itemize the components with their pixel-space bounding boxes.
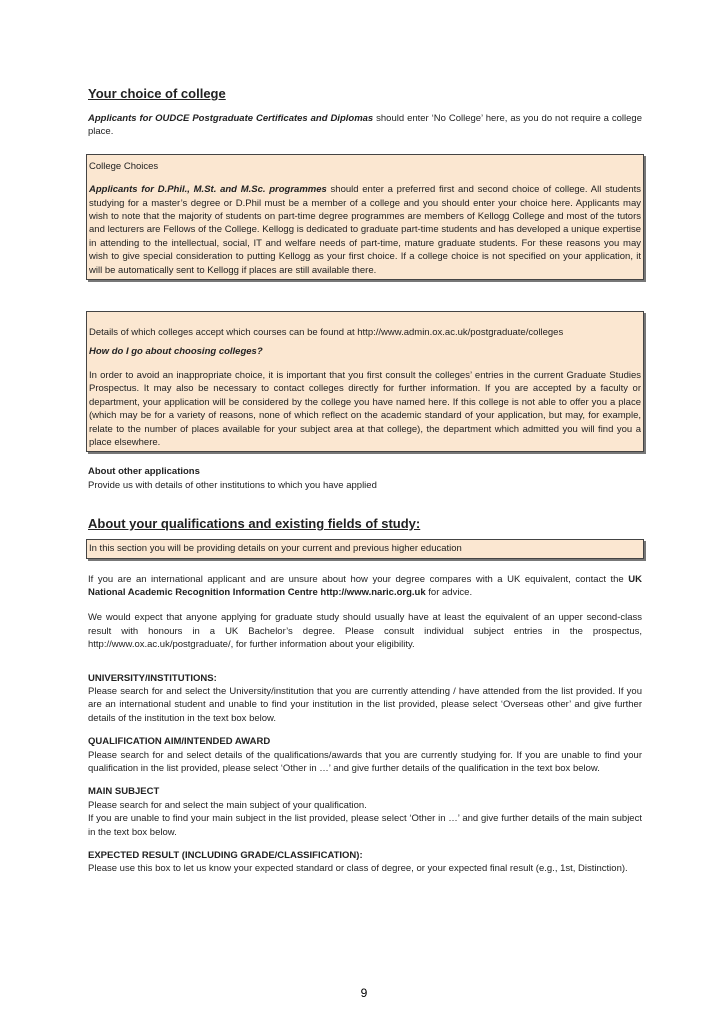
field-title-university: UNIVERSITY/INSTITUTIONS: [88, 672, 217, 684]
document-page [88, 86, 642, 876]
oudce-intro-bold: Applicants for OUDCE Postgraduate Certificates and Diplomas [88, 113, 374, 124]
college-choices-title: College Choices [89, 160, 159, 172]
college-choices-box [86, 154, 644, 280]
other-applications-body: Provide us with details of other institutions to which you have applied [88, 479, 377, 491]
college-choices-paragraph [89, 183, 641, 277]
eligibility-paragraph: We would expect that anyone applying for graduate study should usually have at least the equivalent of an upper second-class result with honours in a UK Bachelor’s degree. Please consult individual subject entries in the prospectus, http://www.ox.ac.uk/postgraduate/, for further information about your eligibility. [88, 612, 642, 651]
field-title-main-subject: MAIN SUBJECT [88, 786, 160, 798]
oudce-intro-text: should enter ‘No College’ here, as you do not require a college place. [88, 113, 642, 138]
field-title-expected-result: EXPECTED RESULT (INCLUDING GRADE/CLASSIFICATION): [88, 850, 363, 862]
qualifications-info-bar [86, 539, 644, 558]
field-title-qualification: QUALIFICATION AIM/INTENDED AWARD [88, 736, 271, 748]
other-applications-title: About other applications [88, 466, 200, 478]
choosing-colleges-question: How do I go about choosing colleges? [89, 346, 263, 358]
oudce-intro-paragraph [88, 112, 642, 139]
colleges-details-line: Details of which colleges accept which courses can be found at http://www.admin.ox.ac.uk/postgraduate/colleges [89, 327, 564, 339]
field-body-main-subject-other: If you are unable to find your main subject in the list provided, please select ‘Other in …’ and give further details of the main subject in the text box below. [88, 813, 642, 838]
naric-link-text: UK National Academic Recognition Information Centre http://www.naric.org.uk [88, 573, 642, 598]
field-body-main-subject: Please search for and select the main subject of your qualification. [88, 799, 367, 811]
field-body-qualification: Please search for and select details of the qualifications/awards that you are currently studying for. If you are unable to find your qualification in the list provided, please select ‘Other in …’ and give further details of the qualification in the text box below. [88, 749, 642, 774]
page-number: 9 [360, 986, 368, 1000]
college-choices-body: should enter a preferred first and second choice of college. All students studying for a master’s degree or D.Phil must be a member of a college and you should enter your choice here. Applicants may wish to note that the majority of students on part-time degree programmes are members of Kellogg College and most of the tutors and lecturers are Fellows of the College. Kellogg is dedicated to graduate part-time students and has developed a unique expertise in attending to the intellectual, social, IT and welfare needs of part-time, mature graduate students. For these reasons you may wish to give special consideration to putting Kellogg as your first choice. If a college choice is not specified on your application, it will be automatically sent to Kellogg if places are still available there. [89, 184, 641, 276]
college-choices-lead: Applicants for D.Phil., M.St. and M.Sc. programmes [89, 184, 327, 196]
international-applicant-paragraph [88, 573, 642, 600]
qualifications-heading: About your qualifications and existing fields of study: [88, 516, 421, 532]
qualifications-info-text: In this section you will be providing details on your current and previous higher education [89, 543, 462, 555]
field-body-expected-result: Please use this box to let us know your expected standard or class of degree, or your expected final result (e.g., 1st, Distinction). [88, 863, 628, 875]
choosing-colleges-box [86, 311, 644, 452]
college-choice-heading: Your choice of college [88, 86, 226, 101]
choosing-colleges-body: In order to avoid an inappropriate choice, it is important that you first consult the colleges’ entries in the current Graduate Studies Prospectus. It may also be necessary to contact colleges directly for further information. If you are accepted by a faculty or department, your application will be considered by the college you have named here. If this college is not able to offer you a place (which may be for a variety of reasons, none of which reflect on the academic standard of your application, but may, for example, relate to the number of places available for your subject area at that college), the department which admitted you will find you a place elsewhere. [89, 369, 641, 448]
intl-text-pre: If you are an international applicant and are unsure about how your degree compares with a UK equivalent, contact the [88, 573, 629, 585]
intl-text-post: for advice. [425, 586, 473, 598]
field-body-university: Please search for and select the University/institution that you are currently attending / have attended from the list provided. If you are an international student and unable to find your institution in the list provided, please select ‘Overseas other’ and give further details of the institution in the text box below. [88, 685, 642, 724]
